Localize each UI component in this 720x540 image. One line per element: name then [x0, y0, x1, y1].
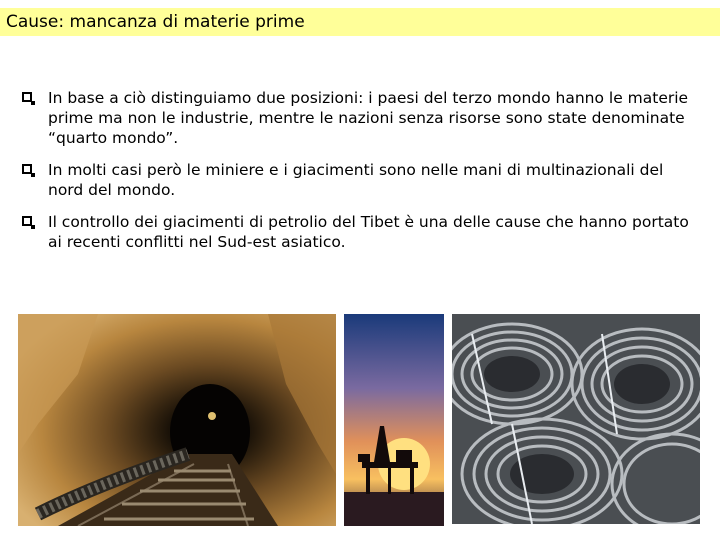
bullet-text: In base a ciò distinguiamo due posizioni: i paesi del terzo mondo hanno le materie prime ma non le industrie, mentre le nazioni senza risorse sono state denominate “quarto mondo”.: [48, 89, 689, 147]
oil-platform-sunset-photo: [344, 314, 444, 526]
checkbox-bullet-icon: [22, 164, 32, 174]
bullet-list: [22, 88, 702, 264]
bullet-text: In molti casi però le miniere e i giacimenti sono nelle mani di multinazionali del nord del mondo.: [48, 161, 664, 199]
slide-title: Cause: mancanza di materie prime: [6, 12, 305, 32]
mine-tunnel-photo: [18, 314, 336, 526]
checkbox-bullet-icon: [22, 92, 32, 102]
bullet-item: [22, 160, 702, 200]
bullet-item: [22, 88, 702, 148]
checkbox-bullet-icon: [22, 216, 32, 226]
bullet-text: Il controllo dei giacimenti di petrolio del Tibet è una delle cause che hanno portato ai recenti conflitti nel Sud-est asiatico.: [48, 213, 689, 251]
title-bar: [0, 8, 720, 36]
bullet-item: [22, 212, 702, 252]
steel-coils-photo: [452, 314, 700, 524]
